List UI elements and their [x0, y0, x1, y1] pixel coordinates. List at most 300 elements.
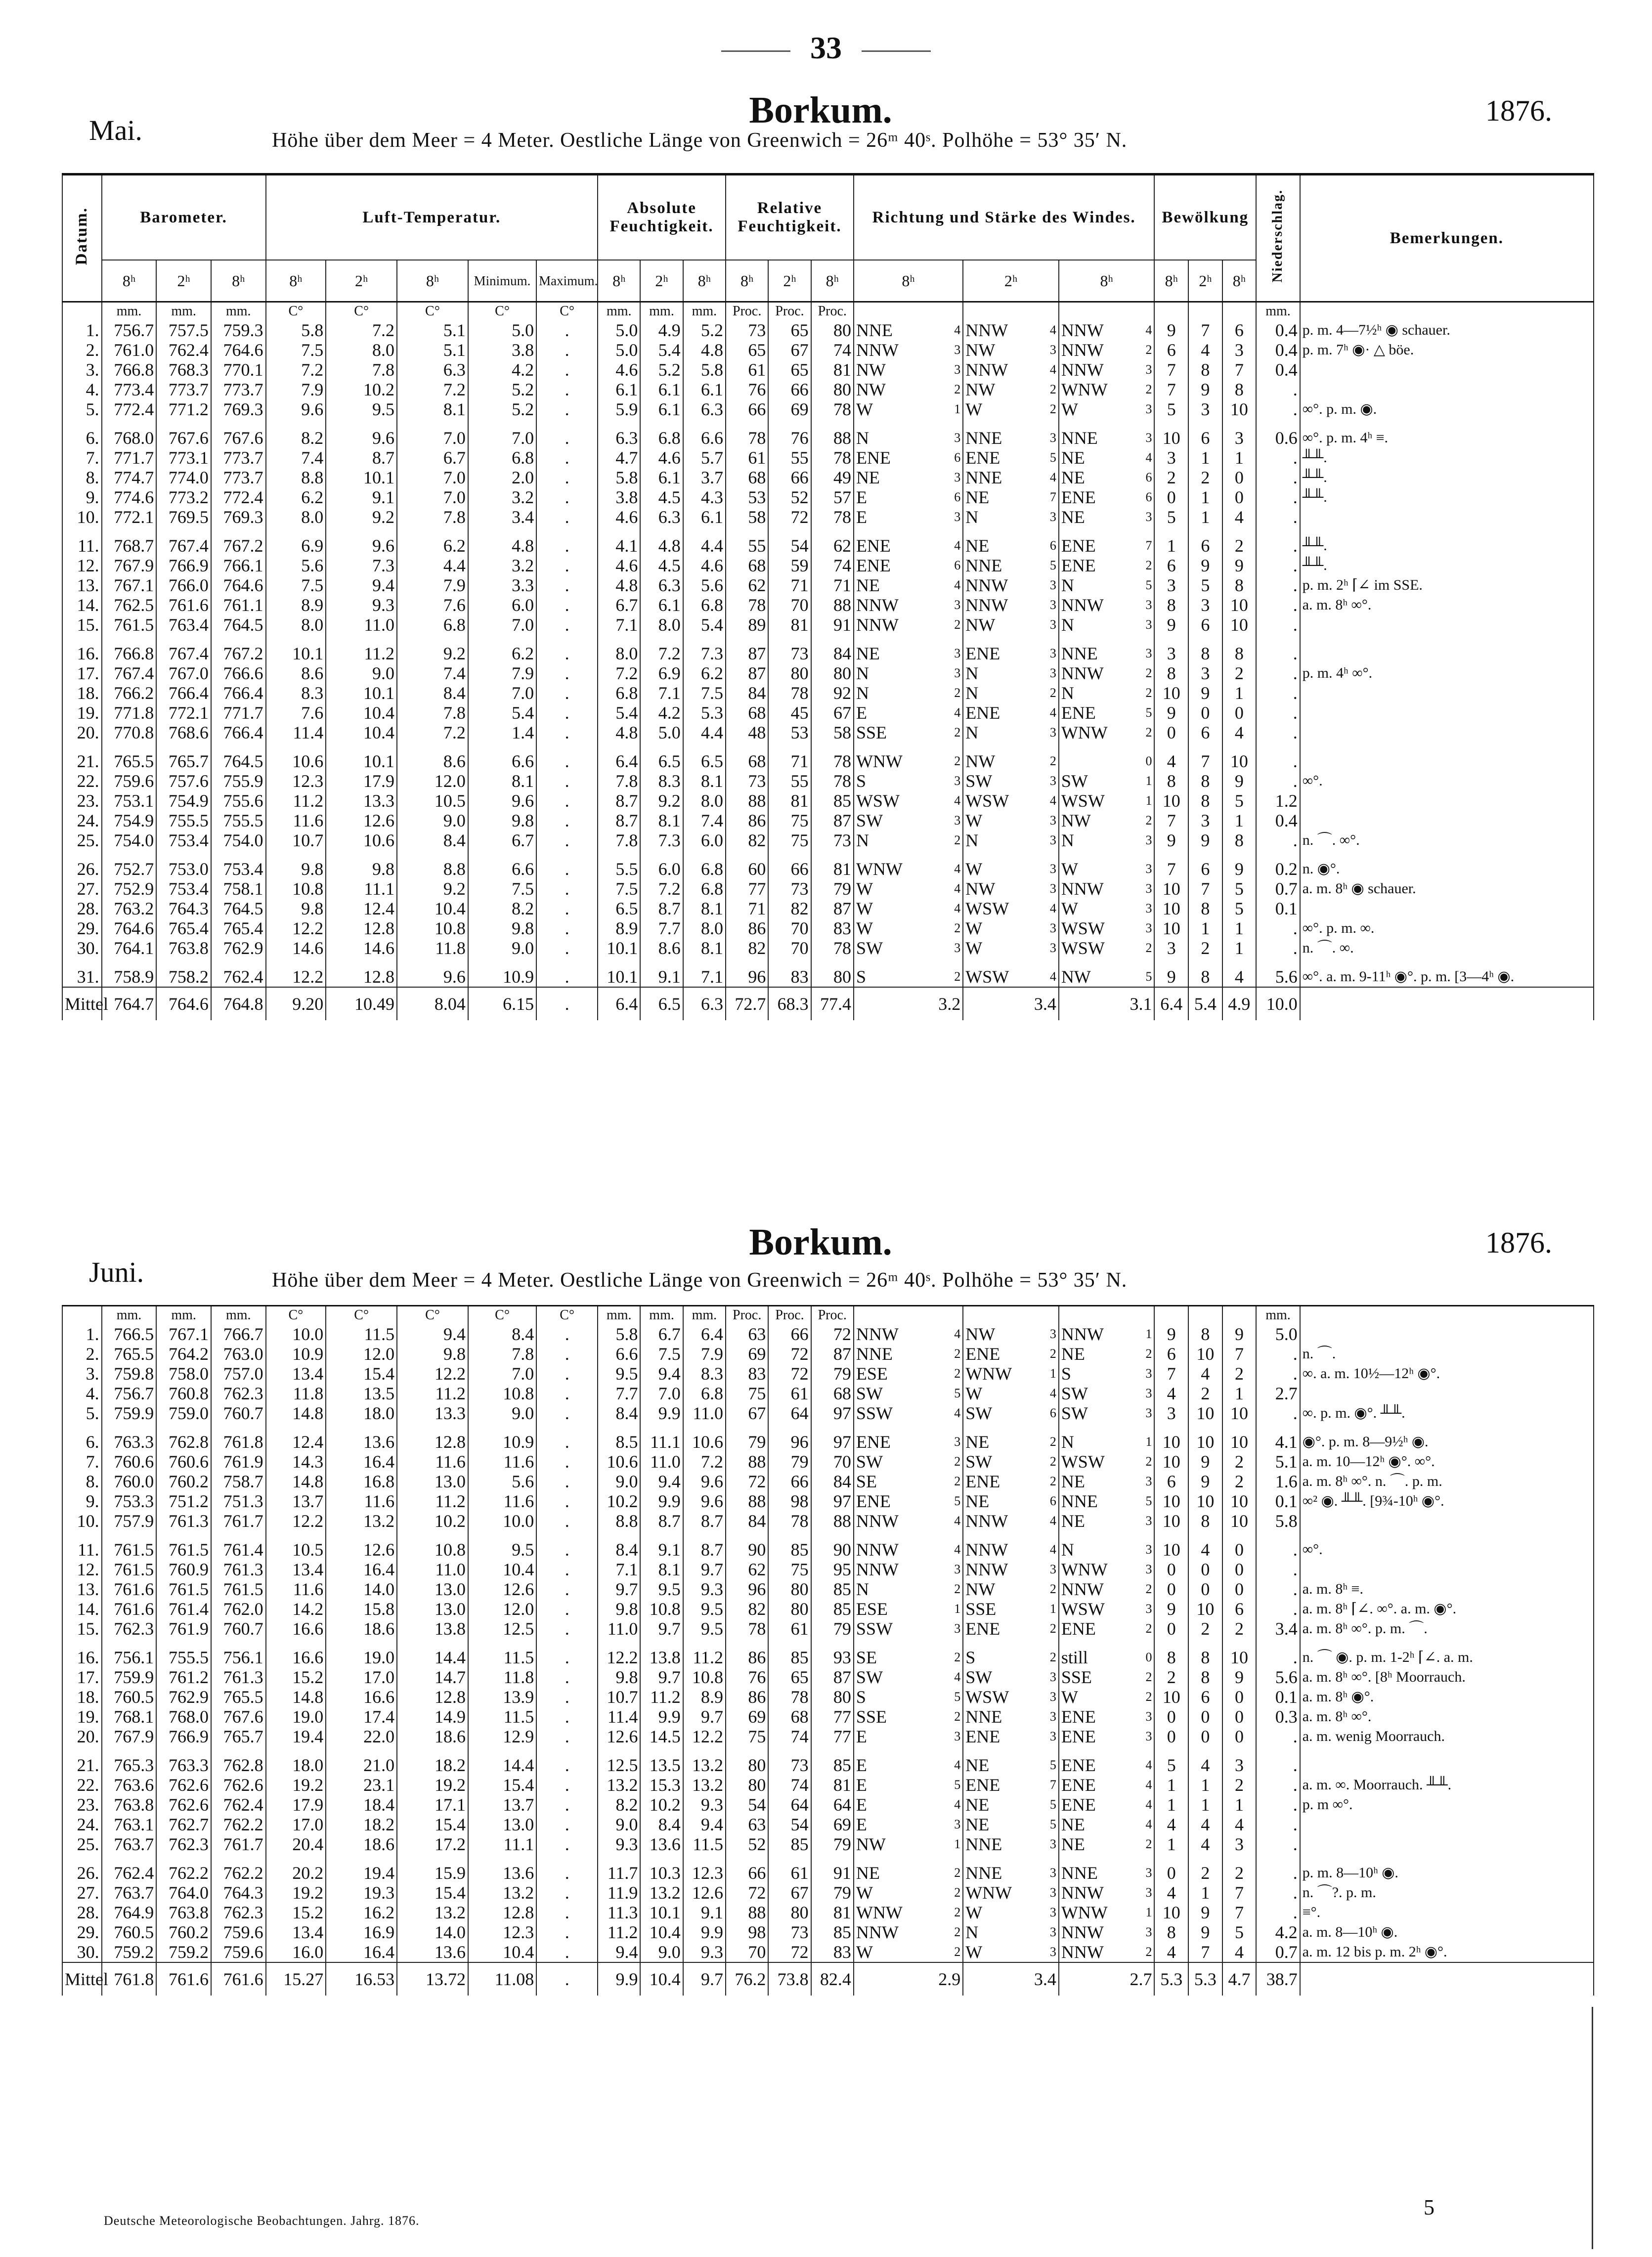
wind-strength: 1	[954, 1837, 961, 1851]
value-cell: 8.7	[598, 791, 640, 811]
wind-direction: NNW	[965, 1511, 1008, 1531]
wind-direction: NE	[965, 487, 990, 507]
value-cell: 68	[726, 468, 768, 487]
value-cell: 58	[811, 723, 854, 742]
value-cell: 768.7	[102, 536, 157, 556]
remark-cell: ╨╨.	[1300, 448, 1594, 468]
wind-direction: ENE	[1061, 556, 1096, 575]
wind-direction: NNE	[965, 1707, 1002, 1727]
value-cell: 763.7	[102, 1883, 157, 1903]
value-cell: 78	[726, 1619, 768, 1639]
value-cell: 7.8	[468, 1344, 536, 1364]
wind-direction: ENE	[1061, 487, 1096, 507]
value-cell: 11.2	[266, 791, 326, 811]
precipitation-cell: 2.7	[1256, 1384, 1300, 1403]
gap-cell	[640, 1423, 683, 1432]
day-cell: 2.	[62, 340, 102, 360]
value-cell: 81	[811, 1775, 854, 1795]
wind-cell	[963, 830, 1059, 850]
remark-cell: a. m. 8ʰ ⌈∠. ∞°. a. m. ◉°.	[1300, 1599, 1594, 1619]
day-cell: 9.	[62, 1491, 102, 1511]
value-cell: 11.0	[326, 615, 397, 635]
value-cell: 3.8	[598, 487, 640, 507]
gap-cell	[726, 419, 768, 428]
wind-direction: W	[965, 811, 983, 830]
wind-direction: ENE	[965, 1727, 1000, 1746]
value-cell: 760.0	[102, 1472, 157, 1491]
wind-cell	[1059, 1815, 1155, 1834]
value-cell: 762.4	[102, 1863, 157, 1883]
cloud-cell: 10	[1188, 1403, 1222, 1423]
wind-cell	[1059, 468, 1155, 487]
gap-cell	[211, 850, 266, 859]
value-cell: 86	[726, 1687, 768, 1707]
wind-strength: 4	[954, 862, 961, 876]
cloud-cell: 7	[1154, 380, 1188, 399]
value-cell: 761.7	[211, 1834, 266, 1854]
wind-cell	[854, 1727, 963, 1746]
value-cell: .	[536, 320, 598, 340]
unit-cell	[1300, 1306, 1594, 1325]
gap-cell	[62, 419, 102, 428]
remark-cell: a. m. 8—10ʰ ◉.	[1300, 1922, 1594, 1942]
value-cell: .	[536, 1560, 598, 1579]
value-cell: 12.3	[683, 1863, 726, 1883]
wind-cell	[963, 468, 1059, 487]
value-cell: .	[536, 859, 598, 879]
value-cell: 67	[811, 703, 854, 723]
value-cell: 78	[811, 448, 854, 468]
value-cell: 8.1	[640, 811, 683, 830]
value-cell: 12.2	[683, 1727, 726, 1746]
gap-cell	[1300, 419, 1594, 428]
wind-strength: 3	[1049, 598, 1056, 612]
value-cell: 6.1	[683, 507, 726, 527]
gap-cell	[266, 635, 326, 644]
gap-cell	[854, 635, 963, 644]
value-cell: 10.1	[326, 683, 397, 703]
mean-value: 13.72	[397, 1962, 468, 1996]
table-row	[62, 1491, 1594, 1511]
cloud-cell: 6	[1188, 615, 1222, 635]
day-cell: 30.	[62, 938, 102, 958]
value-cell: 73	[768, 1755, 811, 1775]
value-cell: 9.6	[326, 428, 397, 448]
value-cell: 9.4	[326, 575, 397, 595]
cloud-cell: 4	[1188, 1834, 1222, 1854]
gap-cell	[1222, 1531, 1257, 1540]
gap-cell	[854, 1531, 963, 1540]
value-cell: 755.5	[156, 811, 211, 830]
value-cell: 19.0	[266, 1707, 326, 1727]
wind-strength: 3	[1145, 1542, 1152, 1557]
cloud-cell: 0	[1222, 1707, 1257, 1727]
gap-cell	[62, 958, 102, 967]
wind-strength: 3	[954, 598, 961, 612]
value-cell: .	[536, 811, 598, 830]
cloud-cell: 1	[1222, 1384, 1257, 1403]
value-cell: 9.3	[598, 1834, 640, 1854]
gap-cell	[768, 1854, 811, 1863]
day-cell: 3.	[62, 360, 102, 380]
value-cell: 96	[768, 1432, 811, 1452]
value-cell: 8.0	[266, 615, 326, 635]
wind-cell	[963, 967, 1059, 987]
wind-cell	[854, 507, 963, 527]
wind-strength: 3	[1049, 1670, 1056, 1684]
value-cell: 760.7	[211, 1619, 266, 1639]
cloud-cell: 4	[1222, 1815, 1257, 1834]
wind-direction: E	[856, 1775, 867, 1795]
value-cell: 762.6	[156, 1775, 211, 1795]
value-cell: 65	[726, 340, 768, 360]
value-cell: .	[536, 1834, 598, 1854]
table-row	[62, 1755, 1594, 1775]
table-row	[62, 1942, 1594, 1962]
value-cell: 10.4	[468, 1942, 536, 1962]
unit-cell: C°	[536, 1306, 598, 1325]
value-cell: 6.7	[640, 1324, 683, 1344]
cloud-cell: 1	[1154, 1795, 1188, 1815]
wind-strength: 2	[954, 1366, 961, 1381]
gap-cell	[156, 850, 211, 859]
wind-direction: NE	[965, 1795, 990, 1815]
hdr-8h: 8ʰ	[397, 260, 468, 302]
wind-cell	[963, 340, 1059, 360]
wind-direction: ENE	[1061, 536, 1096, 556]
day-cell: 12.	[62, 556, 102, 575]
value-cell: 62	[726, 1560, 768, 1579]
gap-cell	[726, 527, 768, 536]
group-gap	[62, 1531, 1594, 1540]
value-cell: 759.6	[211, 1922, 266, 1942]
value-cell: 8.1	[640, 1560, 683, 1579]
value-cell: 68	[811, 1384, 854, 1403]
wind-direction: W	[965, 938, 983, 958]
value-cell: 68	[726, 556, 768, 575]
wind-direction: NNW	[965, 320, 1008, 340]
value-cell: 79	[811, 879, 854, 899]
value-cell: 9.4	[683, 1815, 726, 1834]
gap-cell	[156, 635, 211, 644]
value-cell: 763.7	[102, 1834, 157, 1854]
gap-cell	[811, 850, 854, 859]
value-cell: 6.6	[468, 859, 536, 879]
value-cell: 765.5	[211, 1687, 266, 1707]
wind-strength: 4	[954, 901, 961, 915]
gap-cell	[726, 1531, 768, 1540]
gap-cell	[854, 1639, 963, 1648]
mean-value: 73.8	[768, 1962, 811, 1996]
wind-strength: 1	[1145, 774, 1152, 788]
value-cell: 72	[768, 1942, 811, 1962]
value-cell: 755.5	[211, 811, 266, 830]
value-cell: 85	[768, 1540, 811, 1560]
wind-cell	[854, 1922, 963, 1942]
cloud-cell: 0	[1154, 1579, 1188, 1599]
mean-value: 72.7	[726, 987, 768, 1020]
value-cell: 763.3	[156, 1755, 211, 1775]
remark-cell: a. m. ∞. Moorrauch. ╨╨.	[1300, 1775, 1594, 1795]
mean-wind: 3.1	[1059, 987, 1155, 1020]
mean-cloud: 4.9	[1222, 987, 1257, 1020]
value-cell: 16.6	[266, 1648, 326, 1667]
value-cell: .	[536, 468, 598, 487]
value-cell: 13.2	[468, 1883, 536, 1903]
value-cell: 8.7	[598, 811, 640, 830]
value-cell: 12.5	[468, 1619, 536, 1639]
mean-value: .	[536, 987, 598, 1020]
table-row	[62, 360, 1594, 380]
wind-cell	[854, 487, 963, 507]
value-cell: 6.0	[640, 859, 683, 879]
value-cell: .	[536, 1775, 598, 1795]
cloud-cell: 2	[1188, 938, 1222, 958]
value-cell: .	[536, 879, 598, 899]
value-cell: 96	[726, 967, 768, 987]
day-cell: 11.	[62, 1540, 102, 1560]
mean-wind: 3.4	[963, 987, 1059, 1020]
wind-strength: 4	[1145, 323, 1152, 337]
value-cell: 9.2	[326, 507, 397, 527]
precipitation-cell: 5.0	[1256, 1324, 1300, 1344]
wind-strength: 6	[1145, 470, 1152, 484]
cloud-cell: 6	[1154, 556, 1188, 575]
value-cell: 765.3	[102, 1755, 157, 1775]
value-cell: 12.9	[468, 1727, 536, 1746]
wind-strength: 3	[954, 1562, 961, 1576]
precipitation-cell: .	[1256, 723, 1300, 742]
value-cell: 7.0	[468, 683, 536, 703]
value-cell: 9.6	[266, 399, 326, 419]
gap-cell	[768, 850, 811, 859]
value-cell: 88	[726, 791, 768, 811]
remark-cell: p. m. 2ʰ ⌈∠ im SSE.	[1300, 575, 1594, 595]
gap-cell	[1154, 419, 1188, 428]
value-cell: 7.2	[640, 879, 683, 899]
value-cell: 11.5	[468, 1707, 536, 1727]
value-cell: 10.0	[266, 1324, 326, 1344]
value-cell: 57	[811, 487, 854, 507]
wind-direction: NNW	[965, 595, 1008, 615]
wind-cell	[963, 1579, 1059, 1599]
value-cell: 96	[726, 1579, 768, 1599]
value-cell: 6.1	[640, 595, 683, 615]
value-cell: 71	[811, 575, 854, 595]
value-cell: 86	[726, 1648, 768, 1667]
table-row	[62, 938, 1594, 958]
value-cell: 15.4	[326, 1364, 397, 1384]
remark-cell: p. m. 7ʰ ◉· △ böe.	[1300, 340, 1594, 360]
gap-cell	[326, 958, 397, 967]
wind-strength: 1	[1145, 1434, 1152, 1449]
wind-direction: W	[856, 899, 873, 918]
hdr-2h: 2ʰ	[156, 260, 211, 302]
value-cell: 7.0	[468, 615, 536, 635]
gap-cell	[683, 1854, 726, 1863]
gap-cell	[1059, 419, 1155, 428]
remark-cell	[1300, 703, 1594, 723]
value-cell: 8.4	[640, 1815, 683, 1834]
wind-cell	[963, 1648, 1059, 1667]
value-cell: 10.0	[468, 1511, 536, 1531]
gap-cell	[102, 850, 157, 859]
precipitation-cell: .	[1256, 771, 1300, 791]
wind-strength: 3	[1049, 1562, 1056, 1576]
value-cell: 9.1	[640, 1540, 683, 1560]
precipitation-cell: 0.2	[1256, 859, 1300, 879]
wind-direction: WSW	[856, 791, 900, 811]
value-cell: 762.9	[211, 938, 266, 958]
cloud-cell: 1	[1188, 487, 1222, 507]
cloud-cell: 1	[1222, 811, 1257, 830]
wind-cell	[963, 1511, 1059, 1531]
cloud-cell: 3	[1188, 595, 1222, 615]
remark-cell: ∞°. a. m. 9-11ʰ ◉°. p. m. [3—4ʰ ◉.	[1300, 967, 1594, 987]
day-cell: 17.	[62, 663, 102, 683]
cloud-cell: 3	[1154, 1403, 1188, 1423]
value-cell: 12.2	[598, 1648, 640, 1667]
cloud-cell: 3	[1154, 938, 1188, 958]
wind-cell	[1059, 1472, 1155, 1491]
table-row	[62, 1863, 1594, 1883]
cloud-cell: 6	[1188, 1687, 1222, 1707]
value-cell: 3.3	[468, 575, 536, 595]
value-cell: 758.7	[211, 1472, 266, 1491]
value-cell: 6.3	[640, 575, 683, 595]
wind-strength: 3	[954, 646, 961, 660]
value-cell: 7.9	[468, 663, 536, 683]
gap-cell	[468, 1854, 536, 1863]
cloud-cell: 9	[1222, 771, 1257, 791]
table-row	[62, 1903, 1594, 1922]
value-cell: 9.3	[683, 1795, 726, 1815]
value-cell: 4.6	[683, 556, 726, 575]
cloud-cell: 0	[1222, 487, 1257, 507]
gap-cell	[397, 1531, 468, 1540]
value-cell: 768.0	[102, 428, 157, 448]
wind-strength: 0	[1145, 1650, 1152, 1664]
wind-strength: 2	[954, 1582, 961, 1596]
wind-cell	[1059, 1619, 1155, 1639]
wind-direction: W	[965, 1384, 983, 1403]
value-cell: 11.0	[397, 1560, 468, 1579]
cloud-cell: 9	[1188, 683, 1222, 703]
precipitation-cell: 5.6	[1256, 1667, 1300, 1687]
value-cell: 13.0	[397, 1579, 468, 1599]
wind-cell	[854, 1648, 963, 1667]
table-row	[62, 340, 1594, 360]
value-cell: 756.7	[102, 1384, 157, 1403]
wind-direction: NE	[1061, 1472, 1085, 1491]
value-cell: 6.4	[683, 1324, 726, 1344]
unit-cell	[963, 1306, 1059, 1325]
cloud-cell: 7	[1188, 751, 1222, 771]
gap-cell	[102, 1531, 157, 1540]
cloud-cell: 0	[1188, 1707, 1222, 1727]
value-cell: 10.3	[640, 1863, 683, 1883]
gap-cell	[1154, 958, 1188, 967]
cloud-cell: 8	[1154, 595, 1188, 615]
value-cell: 74	[768, 1727, 811, 1746]
gap-cell	[102, 527, 157, 536]
wind-strength: 4	[954, 323, 961, 337]
cloud-cell: 7	[1222, 1344, 1257, 1364]
wind-cell	[1059, 615, 1155, 635]
value-cell: 12.2	[266, 967, 326, 987]
wind-strength: 3	[1145, 1729, 1152, 1743]
value-cell: 52	[726, 1834, 768, 1854]
unit-cell: C°	[397, 1306, 468, 1325]
value-cell: 11.5	[326, 1324, 397, 1344]
value-cell: 757.0	[211, 1364, 266, 1384]
group-gap	[62, 850, 1594, 859]
value-cell: 767.2	[211, 536, 266, 556]
table-row	[62, 1364, 1594, 1384]
wind-strength: 2	[954, 1945, 961, 1959]
value-cell: 70	[726, 1942, 768, 1962]
value-cell: 10.2	[397, 1511, 468, 1531]
cloud-cell: 1	[1222, 683, 1257, 703]
wind-strength: 2	[1145, 1346, 1152, 1361]
value-cell: 3.8	[468, 340, 536, 360]
value-cell: 9.8	[326, 859, 397, 879]
wind-strength: 4	[1049, 793, 1056, 808]
wind-direction: W	[965, 1942, 983, 1962]
wind-strength: 3	[1049, 510, 1056, 524]
value-cell: 9.1	[326, 487, 397, 507]
table-row	[62, 644, 1594, 663]
cloud-cell: 0	[1154, 1727, 1188, 1746]
value-cell: 9.8	[266, 899, 326, 918]
wind-cell	[854, 399, 963, 419]
wind-cell	[854, 879, 963, 899]
unit-cell: mm.	[156, 302, 211, 321]
value-cell: 20.4	[266, 1834, 326, 1854]
wind-direction: NW	[1061, 967, 1091, 987]
gap-cell	[1300, 1639, 1594, 1648]
value-cell: 8.0	[683, 791, 726, 811]
mean-cloud: 5.3	[1154, 1962, 1188, 1996]
wind-cell	[854, 1599, 963, 1619]
wind-direction: NNW	[1061, 1942, 1104, 1962]
wind-direction: W	[965, 1903, 983, 1922]
wind-direction: NNW	[965, 360, 1008, 380]
value-cell: 759.6	[102, 771, 157, 791]
gap-cell	[854, 1854, 963, 1863]
wind-cell	[854, 1403, 963, 1423]
value-cell: .	[536, 1432, 598, 1452]
value-cell: 11.2	[683, 1648, 726, 1667]
value-cell: 13.3	[326, 791, 397, 811]
value-cell: 755.5	[156, 1648, 211, 1667]
gap-cell	[683, 742, 726, 751]
value-cell: 763.8	[156, 1903, 211, 1922]
value-cell: 11.2	[397, 1491, 468, 1511]
gap-cell	[963, 1531, 1059, 1540]
table-row	[62, 1579, 1594, 1599]
day-cell: 8.	[62, 1472, 102, 1491]
value-cell: 17.0	[326, 1667, 397, 1687]
value-cell: 7.9	[683, 1344, 726, 1364]
day-cell: 31.	[62, 967, 102, 987]
mean-row	[62, 987, 1594, 1020]
value-cell: 83	[768, 967, 811, 987]
cloud-cell: 4	[1154, 1384, 1188, 1403]
remark-cell: a. m. 8ʰ ∞°. n. ⌒. p. m.	[1300, 1472, 1594, 1491]
value-cell: 79	[811, 1834, 854, 1854]
wind-strength: 6	[954, 450, 961, 465]
